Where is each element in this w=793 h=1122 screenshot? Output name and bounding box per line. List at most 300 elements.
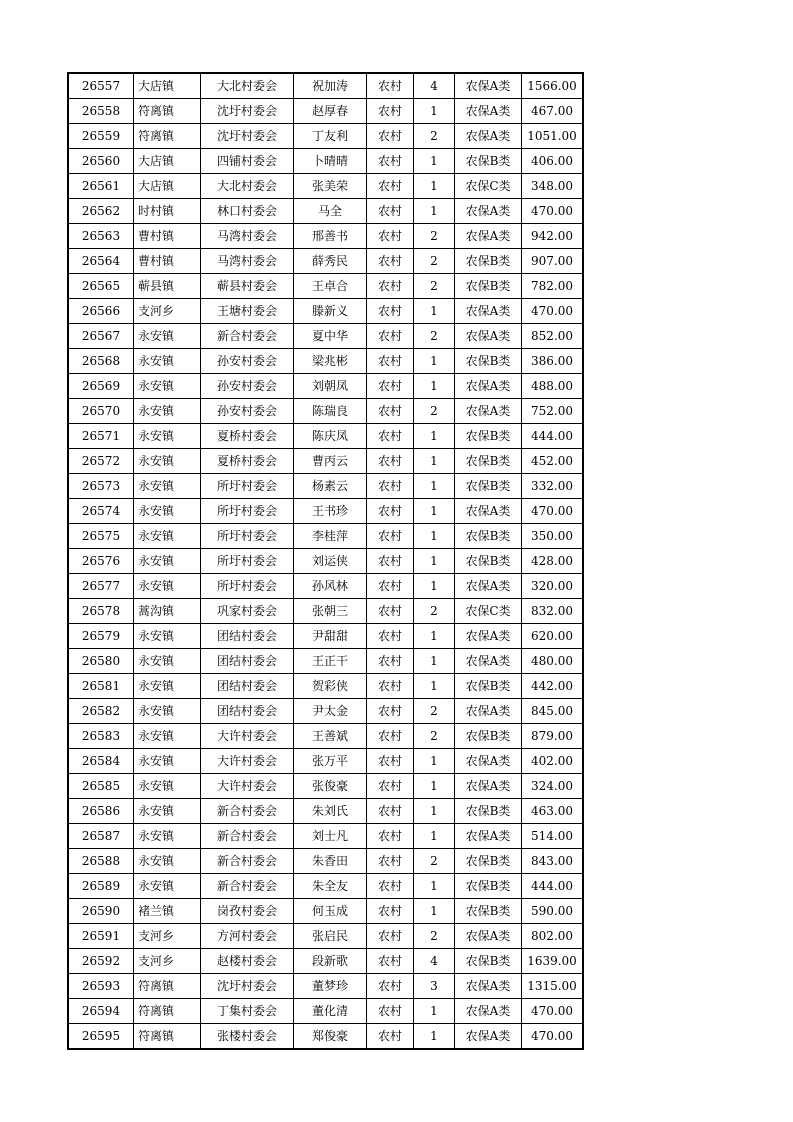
village-committee-cell: 丁集村委会 [201,999,294,1024]
town-cell: 支河乡 [134,949,201,974]
amount-cell: 463.00 [522,799,584,824]
member-count-cell: 2 [414,924,455,949]
record-id-cell: 26576 [68,549,134,574]
person-name-cell: 董梦珍 [294,974,367,999]
village-committee-cell: 四铺村委会 [201,149,294,174]
household-type-cell: 农村 [367,449,414,474]
village-committee-cell: 马湾村委会 [201,249,294,274]
town-cell: 时村镇 [134,199,201,224]
town-cell: 支河乡 [134,299,201,324]
record-id-cell: 26558 [68,99,134,124]
table-row [68,299,583,324]
insurance-class-cell: 农保B类 [455,674,522,699]
table-row [68,624,583,649]
member-count-cell: 1 [414,374,455,399]
insurance-class-cell: 农保A类 [455,324,522,349]
table-row [68,324,583,349]
member-count-cell: 2 [414,324,455,349]
town-cell: 符离镇 [134,1024,201,1050]
amount-cell: 386.00 [522,349,584,374]
amount-cell: 832.00 [522,599,584,624]
person-name-cell: 何玉成 [294,899,367,924]
insurance-class-cell: 农保A类 [455,649,522,674]
amount-cell: 470.00 [522,999,584,1024]
town-cell: 蕲县镇 [134,274,201,299]
record-id-cell: 26562 [68,199,134,224]
amount-cell: 442.00 [522,674,584,699]
insurance-class-cell: 农保A类 [455,124,522,149]
town-cell: 褚兰镇 [134,899,201,924]
household-type-cell: 农村 [367,949,414,974]
town-cell: 大店镇 [134,174,201,199]
village-committee-cell: 所圩村委会 [201,524,294,549]
record-id-cell: 26577 [68,574,134,599]
table-row [68,124,583,149]
member-count-cell: 1 [414,499,455,524]
village-committee-cell: 团结村委会 [201,674,294,699]
member-count-cell: 1 [414,174,455,199]
person-name-cell: 段新歌 [294,949,367,974]
village-committee-cell: 新合村委会 [201,849,294,874]
village-committee-cell: 大北村委会 [201,174,294,199]
household-type-cell: 农村 [367,724,414,749]
amount-cell: 1639.00 [522,949,584,974]
amount-cell: 1051.00 [522,124,584,149]
village-committee-cell: 沈圩村委会 [201,974,294,999]
record-id-cell: 26559 [68,124,134,149]
insurance-class-cell: 农保B类 [455,249,522,274]
village-committee-cell: 所圩村委会 [201,499,294,524]
amount-cell: 332.00 [522,474,584,499]
person-name-cell: 杨素云 [294,474,367,499]
table-row [68,599,583,624]
person-name-cell: 赵厚春 [294,99,367,124]
amount-cell: 470.00 [522,499,584,524]
village-committee-cell: 夏桥村委会 [201,424,294,449]
person-name-cell: 贺彩侠 [294,674,367,699]
insurance-class-cell: 农保B类 [455,874,522,899]
household-type-cell: 农村 [367,274,414,299]
amount-cell: 470.00 [522,299,584,324]
insurance-class-cell: 农保B类 [455,899,522,924]
insurance-class-cell: 农保A类 [455,924,522,949]
insurance-class-cell: 农保A类 [455,749,522,774]
town-cell: 永安镇 [134,524,201,549]
member-count-cell: 1 [414,799,455,824]
insurance-class-cell: 农保A类 [455,574,522,599]
table-row [68,199,583,224]
village-committee-cell: 大许村委会 [201,749,294,774]
insurance-class-cell: 农保A类 [455,824,522,849]
village-committee-cell: 团结村委会 [201,699,294,724]
member-count-cell: 2 [414,699,455,724]
table-row [68,549,583,574]
insurance-class-cell: 农保B类 [455,949,522,974]
insurance-class-cell: 农保B类 [455,349,522,374]
person-name-cell: 刘士凡 [294,824,367,849]
insurance-class-cell: 农保B类 [455,549,522,574]
person-name-cell: 夏中华 [294,324,367,349]
member-count-cell: 4 [414,949,455,974]
person-name-cell: 王善斌 [294,724,367,749]
amount-cell: 350.00 [522,524,584,549]
amount-cell: 488.00 [522,374,584,399]
insurance-class-cell: 农保B类 [455,149,522,174]
village-committee-cell: 新合村委会 [201,324,294,349]
person-name-cell: 祝加涛 [294,73,367,99]
amount-cell: 467.00 [522,99,584,124]
amount-cell: 324.00 [522,774,584,799]
town-cell: 永安镇 [134,574,201,599]
household-type-cell: 农村 [367,899,414,924]
household-type-cell: 农村 [367,874,414,899]
village-committee-cell: 所圩村委会 [201,549,294,574]
household-type-cell: 农村 [367,549,414,574]
table-row [68,449,583,474]
household-type-cell: 农村 [367,774,414,799]
insurance-class-cell: 农保A类 [455,73,522,99]
amount-cell: 480.00 [522,649,584,674]
insurance-class-cell: 农保B类 [455,724,522,749]
member-count-cell: 1 [414,99,455,124]
household-type-cell: 农村 [367,824,414,849]
village-committee-cell: 大许村委会 [201,774,294,799]
member-count-cell: 3 [414,974,455,999]
household-type-cell: 农村 [367,1024,414,1050]
record-id-cell: 26590 [68,899,134,924]
record-id-cell: 26583 [68,724,134,749]
table-row [68,874,583,899]
record-id-cell: 26568 [68,349,134,374]
household-type-cell: 农村 [367,924,414,949]
insurance-class-cell: 农保A类 [455,999,522,1024]
person-name-cell: 朱香田 [294,849,367,874]
amount-cell: 620.00 [522,624,584,649]
village-committee-cell: 新合村委会 [201,874,294,899]
person-name-cell: 张美荣 [294,174,367,199]
town-cell: 永安镇 [134,799,201,824]
village-committee-cell: 方河村委会 [201,924,294,949]
table-row [68,974,583,999]
record-id-cell: 26587 [68,824,134,849]
town-cell: 永安镇 [134,874,201,899]
household-type-cell: 农村 [367,849,414,874]
town-cell: 永安镇 [134,824,201,849]
table-row [68,374,583,399]
town-cell: 大店镇 [134,149,201,174]
town-cell: 永安镇 [134,374,201,399]
household-type-cell: 农村 [367,149,414,174]
table-row [68,699,583,724]
person-name-cell: 曹丙云 [294,449,367,474]
household-type-cell: 农村 [367,624,414,649]
member-count-cell: 2 [414,224,455,249]
person-name-cell: 王书珍 [294,499,367,524]
person-name-cell: 马全 [294,199,367,224]
town-cell: 蒿沟镇 [134,599,201,624]
town-cell: 永安镇 [134,774,201,799]
record-id-cell: 26567 [68,324,134,349]
table-row [68,899,583,924]
member-count-cell: 1 [414,624,455,649]
record-id-cell: 26571 [68,424,134,449]
person-name-cell: 郑俊豪 [294,1024,367,1050]
amount-cell: 845.00 [522,699,584,724]
record-id-cell: 26594 [68,999,134,1024]
table-row [68,674,583,699]
member-count-cell: 4 [414,73,455,99]
record-id-cell: 26570 [68,399,134,424]
table-row [68,524,583,549]
record-id-cell: 26557 [68,73,134,99]
household-type-cell: 农村 [367,499,414,524]
household-type-cell: 农村 [367,374,414,399]
record-id-cell: 26578 [68,599,134,624]
village-committee-cell: 大许村委会 [201,724,294,749]
table-row [68,349,583,374]
insurance-class-cell: 农保A类 [455,99,522,124]
member-count-cell: 1 [414,674,455,699]
member-count-cell: 2 [414,274,455,299]
table-row [68,849,583,874]
village-committee-cell: 所圩村委会 [201,474,294,499]
amount-cell: 802.00 [522,924,584,949]
member-count-cell: 2 [414,599,455,624]
table-row [68,1024,583,1050]
amount-cell: 514.00 [522,824,584,849]
record-id-cell: 26574 [68,499,134,524]
person-name-cell: 梁兆彬 [294,349,367,374]
amount-cell: 1566.00 [522,73,584,99]
household-type-cell: 农村 [367,974,414,999]
data-table [67,72,584,1050]
household-type-cell: 农村 [367,424,414,449]
household-type-cell: 农村 [367,224,414,249]
amount-cell: 444.00 [522,424,584,449]
insurance-class-cell: 农保B类 [455,274,522,299]
record-id-cell: 26565 [68,274,134,299]
member-count-cell: 1 [414,474,455,499]
village-committee-cell: 张楼村委会 [201,1024,294,1050]
record-id-cell: 26582 [68,699,134,724]
table-row [68,499,583,524]
record-id-cell: 26591 [68,924,134,949]
insurance-class-cell: 农保A类 [455,374,522,399]
amount-cell: 782.00 [522,274,584,299]
table-row [68,224,583,249]
town-cell: 永安镇 [134,399,201,424]
member-count-cell: 2 [414,724,455,749]
table-row [68,149,583,174]
table-row [68,474,583,499]
town-cell: 永安镇 [134,749,201,774]
member-count-cell: 1 [414,549,455,574]
person-name-cell: 刘运侠 [294,549,367,574]
household-type-cell: 农村 [367,399,414,424]
member-count-cell: 1 [414,574,455,599]
amount-cell: 1315.00 [522,974,584,999]
insurance-class-cell: 农保B类 [455,449,522,474]
member-count-cell: 1 [414,874,455,899]
member-count-cell: 1 [414,649,455,674]
village-committee-cell: 岗孜村委会 [201,899,294,924]
village-committee-cell: 新合村委会 [201,824,294,849]
insurance-class-cell: 农保C类 [455,599,522,624]
table-row [68,749,583,774]
record-id-cell: 26564 [68,249,134,274]
insurance-class-cell: 农保A类 [455,624,522,649]
village-committee-cell: 蕲县村委会 [201,274,294,299]
insurance-class-cell: 农保C类 [455,174,522,199]
town-cell: 永安镇 [134,349,201,374]
town-cell: 永安镇 [134,424,201,449]
member-count-cell: 2 [414,249,455,274]
amount-cell: 752.00 [522,399,584,424]
person-name-cell: 孙风林 [294,574,367,599]
village-committee-cell: 团结村委会 [201,649,294,674]
member-count-cell: 1 [414,524,455,549]
table-row [68,274,583,299]
record-id-cell: 26575 [68,524,134,549]
person-name-cell: 尹太金 [294,699,367,724]
household-type-cell: 农村 [367,524,414,549]
member-count-cell: 1 [414,899,455,924]
town-cell: 符离镇 [134,99,201,124]
person-name-cell: 卜晴晴 [294,149,367,174]
amount-cell: 852.00 [522,324,584,349]
table-row [68,574,583,599]
town-cell: 永安镇 [134,449,201,474]
village-committee-cell: 孙安村委会 [201,349,294,374]
table-row [68,924,583,949]
amount-cell: 907.00 [522,249,584,274]
record-id-cell: 26572 [68,449,134,474]
insurance-class-cell: 农保A类 [455,399,522,424]
record-id-cell: 26586 [68,799,134,824]
household-type-cell: 农村 [367,73,414,99]
amount-cell: 406.00 [522,149,584,174]
member-count-cell: 1 [414,824,455,849]
person-name-cell: 张万平 [294,749,367,774]
table-row [68,824,583,849]
record-id-cell: 26569 [68,374,134,399]
member-count-cell: 2 [414,124,455,149]
record-id-cell: 26593 [68,974,134,999]
town-cell: 永安镇 [134,474,201,499]
insurance-class-cell: 农保A类 [455,299,522,324]
amount-cell: 590.00 [522,899,584,924]
town-cell: 永安镇 [134,549,201,574]
village-committee-cell: 所圩村委会 [201,574,294,599]
household-type-cell: 农村 [367,99,414,124]
town-cell: 曹村镇 [134,249,201,274]
household-type-cell: 农村 [367,124,414,149]
insurance-class-cell: 农保A类 [455,974,522,999]
insurance-class-cell: 农保B类 [455,799,522,824]
amount-cell: 470.00 [522,1024,584,1050]
village-committee-cell: 赵楼村委会 [201,949,294,974]
household-type-cell: 农村 [367,599,414,624]
person-name-cell: 陈庆凤 [294,424,367,449]
table-row [68,949,583,974]
table-row [68,249,583,274]
village-committee-cell: 新合村委会 [201,799,294,824]
table-row [68,649,583,674]
insurance-class-cell: 农保A类 [455,1024,522,1050]
insurance-class-cell: 农保B类 [455,849,522,874]
member-count-cell: 2 [414,849,455,874]
amount-cell: 428.00 [522,549,584,574]
insurance-class-cell: 农保B类 [455,524,522,549]
record-id-cell: 26585 [68,774,134,799]
amount-cell: 470.00 [522,199,584,224]
member-count-cell: 1 [414,424,455,449]
village-committee-cell: 林口村委会 [201,199,294,224]
person-name-cell: 李桂萍 [294,524,367,549]
table-row [68,73,583,99]
amount-cell: 942.00 [522,224,584,249]
town-cell: 支河乡 [134,924,201,949]
member-count-cell: 1 [414,349,455,374]
record-id-cell: 26573 [68,474,134,499]
amount-cell: 444.00 [522,874,584,899]
person-name-cell: 董化清 [294,999,367,1024]
person-name-cell: 朱全友 [294,874,367,899]
town-cell: 永安镇 [134,699,201,724]
table-body [68,73,583,1049]
insurance-class-cell: 农保A类 [455,699,522,724]
town-cell: 永安镇 [134,324,201,349]
table-row [68,99,583,124]
amount-cell: 879.00 [522,724,584,749]
table-row [68,424,583,449]
town-cell: 永安镇 [134,674,201,699]
village-committee-cell: 团结村委会 [201,624,294,649]
record-id-cell: 26561 [68,174,134,199]
town-cell: 符离镇 [134,999,201,1024]
village-committee-cell: 孙安村委会 [201,399,294,424]
member-count-cell: 1 [414,999,455,1024]
member-count-cell: 1 [414,749,455,774]
town-cell: 符离镇 [134,974,201,999]
record-id-cell: 26595 [68,1024,134,1050]
household-type-cell: 农村 [367,999,414,1024]
amount-cell: 452.00 [522,449,584,474]
household-type-cell: 农村 [367,699,414,724]
household-type-cell: 农村 [367,249,414,274]
town-cell: 永安镇 [134,849,201,874]
person-name-cell: 薛秀民 [294,249,367,274]
village-committee-cell: 王塘村委会 [201,299,294,324]
insurance-class-cell: 农保A类 [455,774,522,799]
member-count-cell: 1 [414,449,455,474]
person-name-cell: 王正干 [294,649,367,674]
household-type-cell: 农村 [367,574,414,599]
member-count-cell: 1 [414,149,455,174]
town-cell: 永安镇 [134,649,201,674]
member-count-cell: 2 [414,399,455,424]
household-type-cell: 农村 [367,799,414,824]
person-name-cell: 张俊豪 [294,774,367,799]
amount-cell: 402.00 [522,749,584,774]
village-committee-cell: 夏桥村委会 [201,449,294,474]
person-name-cell: 王卓合 [294,274,367,299]
household-type-cell: 农村 [367,174,414,199]
village-committee-cell: 沈圩村委会 [201,99,294,124]
household-type-cell: 农村 [367,199,414,224]
household-type-cell: 农村 [367,324,414,349]
member-count-cell: 1 [414,1024,455,1050]
